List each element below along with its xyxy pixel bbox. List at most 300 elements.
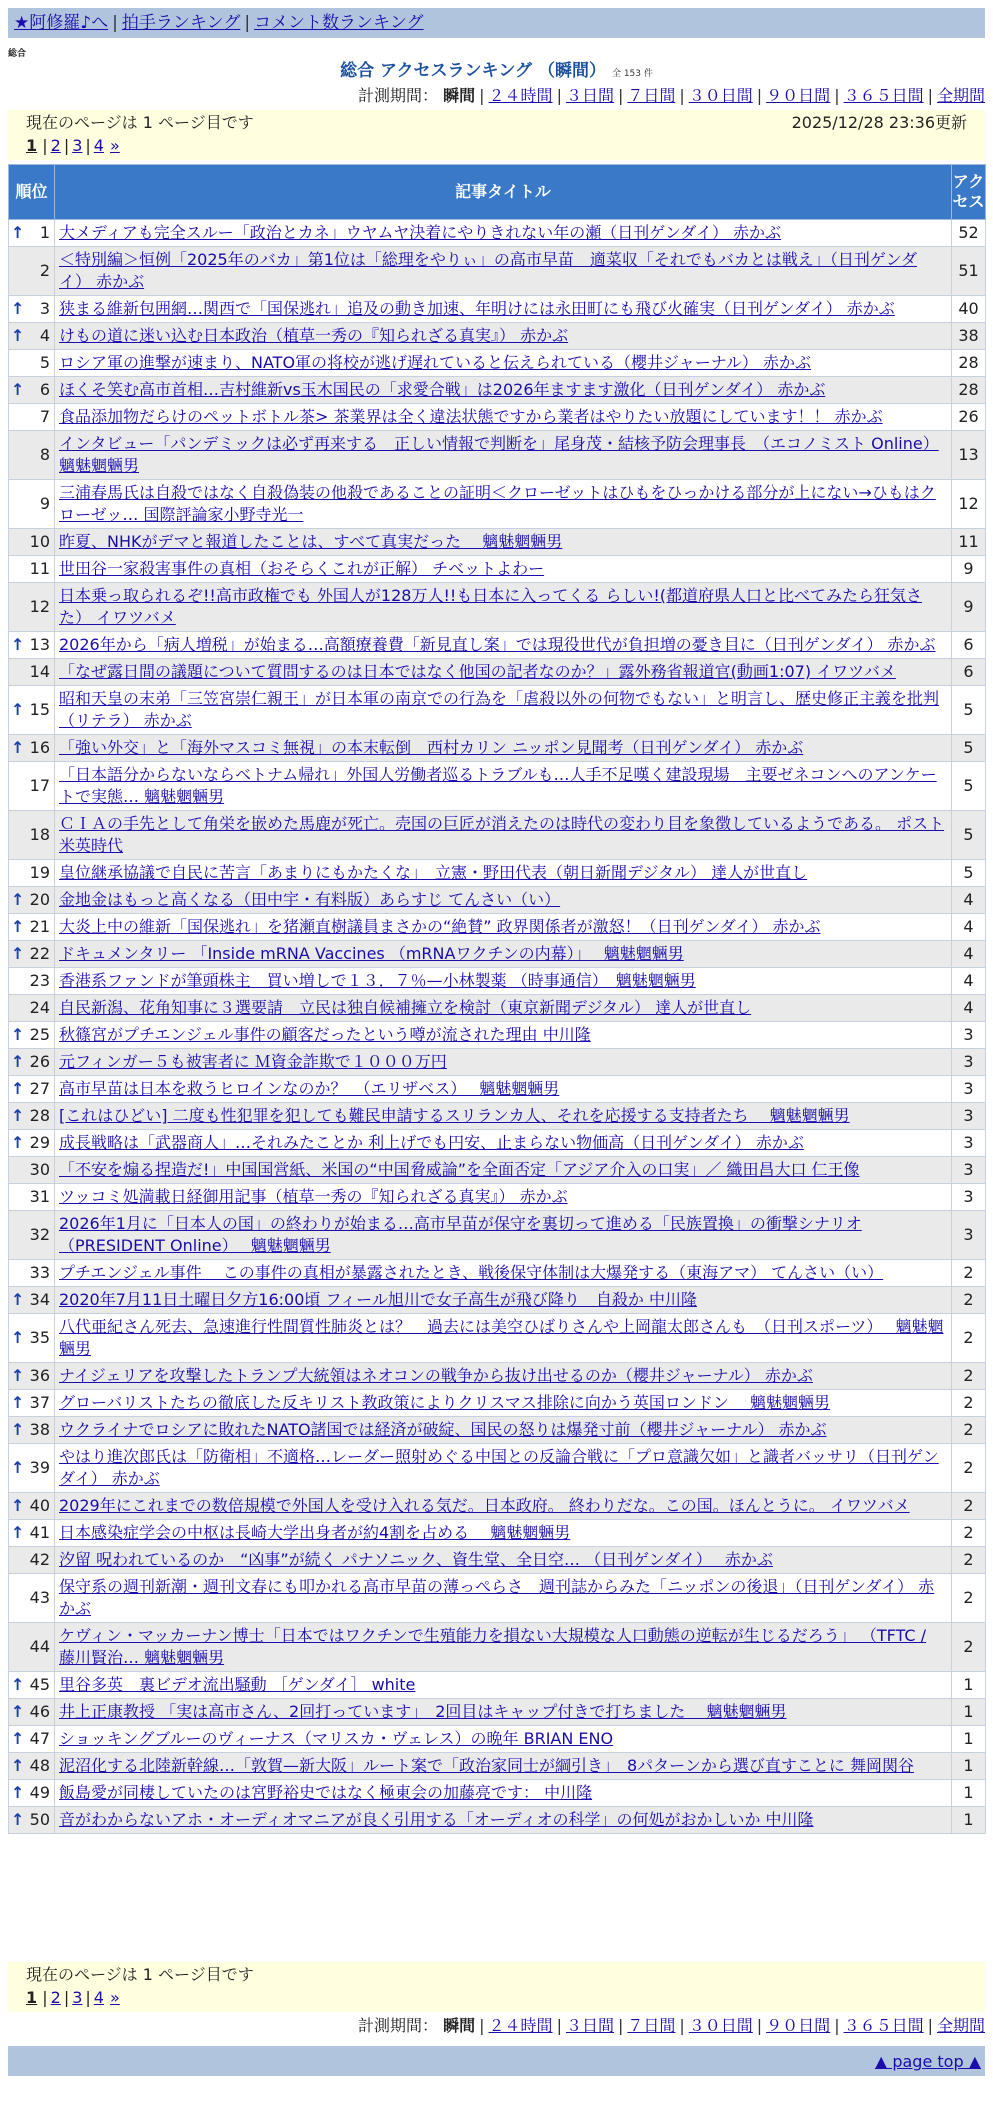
total-count: 全 153 件 bbox=[611, 69, 653, 79]
rank-up-arrow-icon: ↑ bbox=[11, 1133, 25, 1152]
rank-up-arrow-icon: ↑ bbox=[11, 1523, 25, 1542]
table-row bbox=[9, 941, 986, 968]
access-count: 5 bbox=[952, 762, 986, 811]
rank-number: 3 bbox=[39, 299, 50, 318]
access-count: 40 bbox=[952, 296, 986, 323]
table-row bbox=[9, 1130, 986, 1157]
next-page[interactable]: » bbox=[109, 1988, 120, 2007]
table-row bbox=[9, 1260, 986, 1287]
article-link[interactable]: 日本乗っ取られるぞ!!高市政権でも 外国人が128万人!!も日本に入ってくる らしい!(都道府県人口と比べてみたら狂気さた） イワツバメ bbox=[59, 586, 923, 627]
period-current: 瞬間 bbox=[443, 86, 476, 105]
article-link[interactable]: けもの道に迷い込む日本政治（植草一秀の『知られざる真実』） 赤かぶ bbox=[59, 326, 569, 345]
article-link[interactable]: 元フィンガー５も被害者に Ｍ資金詐欺で１０００万円 bbox=[59, 1052, 447, 1071]
nav-separator: | bbox=[244, 13, 251, 33]
table-row bbox=[9, 529, 986, 556]
rank-cell bbox=[9, 1807, 55, 1834]
article-link[interactable]: 皇位継承協議で自民に苦言「あまりにもかたくな」 立憲・野田代表（朝日新聞デジタル） 達人が世直し bbox=[59, 863, 808, 882]
rank-number: 28 bbox=[29, 1106, 50, 1125]
top-nav-bar bbox=[8, 8, 985, 38]
article-link[interactable]: ケヴィン・マッカーナン博士「日本ではワクチンで生殖能力を損ない大規模な人口動態の逆転が生じるだろう」 （TFTC / 藤川賢治… 魑魅魍魎男 bbox=[59, 1626, 927, 1667]
table-row bbox=[9, 323, 986, 350]
access-count: 1 bbox=[952, 1780, 986, 1807]
rank-cell bbox=[9, 1672, 55, 1699]
page-3[interactable]: 3 bbox=[72, 1988, 83, 2007]
article-link[interactable]: 2026年から「病人増税」が始まる…高額療養費「新見直し案」では現役世代が負担増の憂き目に（日刊ゲンダイ） 赤かぶ bbox=[59, 635, 936, 654]
access-count: 26 bbox=[952, 404, 986, 431]
period-90d[interactable]: ９０日間 bbox=[766, 2016, 831, 2035]
rank-number: 44 bbox=[29, 1637, 50, 1656]
rank-up-arrow-icon: ↑ bbox=[11, 1729, 25, 1748]
rank-cell bbox=[9, 1726, 55, 1753]
next-page[interactable]: » bbox=[109, 136, 120, 155]
access-count: 2 bbox=[952, 1444, 986, 1493]
page-2[interactable]: 2 bbox=[50, 136, 61, 155]
page-title-block bbox=[0, 60, 993, 85]
access-count: 1 bbox=[952, 1726, 986, 1753]
access-header: アクセス bbox=[952, 165, 986, 220]
rank-cell bbox=[9, 1363, 55, 1390]
article-link[interactable]: 昨夏、NHKがデマと報道したことは、すべて真実だった 魑魅魍魎男 bbox=[59, 532, 563, 551]
access-count: 4 bbox=[952, 914, 986, 941]
rank-number: 6 bbox=[39, 380, 50, 399]
category-label: 総合 bbox=[8, 49, 27, 59]
rank-cell bbox=[9, 350, 55, 377]
article-link[interactable]: 自民新潟、花角知事に３選要請 立民は独自候補擁立を検討（東京新聞デジタル） 達人が世直し bbox=[59, 998, 752, 1017]
title-cell bbox=[55, 632, 952, 659]
table-row bbox=[9, 762, 986, 811]
article-link[interactable]: ＜特別編＞恒例「2025年のバカ」第1位は「総理をやりぃ」の高市早苗 適菜収「それでもバカとは戦え」（日刊ゲンダイ） 赤かぶ bbox=[59, 250, 917, 291]
title-cell bbox=[55, 377, 952, 404]
rank-number: 31 bbox=[29, 1187, 50, 1206]
nav-separator: | bbox=[112, 13, 118, 33]
rank-number: 5 bbox=[39, 353, 50, 372]
article-link[interactable]: 大炎上中の維新「国保逃れ」を猪瀬直樹議員まさかの“絶賛” 政界関係者が激怒！（日刊ゲンダイ） 赤かぶ bbox=[59, 917, 821, 936]
access-count: 5 bbox=[952, 811, 986, 860]
title-cell bbox=[55, 1157, 952, 1184]
rank-cell bbox=[9, 1130, 55, 1157]
access-count: 2 bbox=[952, 1623, 986, 1672]
access-count: 2 bbox=[952, 1493, 986, 1520]
pager-top bbox=[8, 110, 985, 160]
rank-number: 10 bbox=[29, 532, 50, 551]
article-link[interactable]: ツッコミ処満載日経御用記事（植草一秀の『知られざる真実』） 赤かぶ bbox=[59, 1187, 568, 1206]
table-row bbox=[9, 968, 986, 995]
rank-number: 22 bbox=[29, 944, 50, 963]
table-row bbox=[9, 1520, 986, 1547]
period-24h[interactable]: ２４時間 bbox=[488, 86, 553, 105]
title-cell bbox=[55, 860, 952, 887]
title-cell bbox=[55, 1103, 952, 1130]
table-row bbox=[9, 1493, 986, 1520]
table-row bbox=[9, 1022, 986, 1049]
article-link[interactable]: 香港系ファンドが筆頭株主 買い増しで１３．７％—小林製薬 （時事通信） 魑魅魍魎男 bbox=[59, 971, 696, 990]
rank-cell bbox=[9, 659, 55, 686]
access-count: 28 bbox=[952, 377, 986, 404]
title-cell bbox=[55, 1314, 952, 1363]
table-row bbox=[9, 1807, 986, 1834]
title-cell bbox=[55, 323, 952, 350]
table-row bbox=[9, 1184, 986, 1211]
rank-number: 11 bbox=[29, 559, 50, 578]
period-all[interactable]: 全期間 bbox=[936, 2016, 985, 2035]
title-cell bbox=[55, 247, 952, 296]
article-link[interactable]: 音がわからないアホ・オーディオマニアが良く引用する「オーディオの科学」の何処がおかしいか 中川隆 bbox=[59, 1810, 814, 1829]
article-link[interactable]: 金地金はもっと高くなる（田中宇・有料版）あらすじ てんさい（い） bbox=[59, 890, 561, 909]
rank-cell bbox=[9, 1314, 55, 1363]
rank-cell bbox=[9, 1049, 55, 1076]
article-link[interactable]: [これはひどい] 二度も性犯罪を犯しても難民申請するスリランカ人、それを応援する支持者たち 魑魅魍魎男 bbox=[59, 1106, 850, 1125]
table-row bbox=[9, 735, 986, 762]
rank-up-arrow-icon: ↑ bbox=[11, 1702, 25, 1721]
rank-number: 33 bbox=[29, 1263, 50, 1282]
table-row bbox=[9, 350, 986, 377]
period-90d[interactable]: ９０日間 bbox=[766, 86, 831, 105]
article-link[interactable]: 泥沼化する北陸新幹線…「敦賀—新大阪」ルート案で「政治家同士が綱引き」 8パターンから選び直すことに 舞岡関谷 bbox=[59, 1756, 914, 1775]
article-link[interactable]: ドキュメンタリー 「Inside mRNA Vaccines （mRNAワクチンの内幕）」 魑魅魍魎男 bbox=[59, 944, 684, 963]
article-link[interactable]: 高市早苗は日本を救うヒロインなのか？ （エリザベス） 魑魅魍魎男 bbox=[59, 1079, 560, 1098]
article-link[interactable]: 「強い外交」と「海外マスコミ無視」の本末転倒 西村カリン ニッポン見聞考（日刊ゲンダイ） 赤かぶ bbox=[59, 738, 804, 757]
access-count: 2 bbox=[952, 1520, 986, 1547]
rank-number: 15 bbox=[29, 700, 50, 719]
title-cell bbox=[55, 968, 952, 995]
rank-up-arrow-icon: ↑ bbox=[11, 1106, 25, 1125]
table-row bbox=[9, 632, 986, 659]
home-link[interactable]: ★阿修羅♪へ bbox=[14, 13, 109, 33]
title-cell bbox=[55, 1130, 952, 1157]
access-count: 4 bbox=[952, 941, 986, 968]
rank-up-arrow-icon: ↑ bbox=[11, 1025, 25, 1044]
period-all[interactable]: 全期間 bbox=[936, 86, 985, 105]
title-cell bbox=[55, 350, 952, 377]
table-row bbox=[9, 1672, 986, 1699]
rank-number: 34 bbox=[29, 1290, 50, 1309]
period-selector-top: 計測期間： 瞬間 | ２４時間 | ３日間 | ７日間 | ３０日間 | ９０日間 | ３６５日間 | 全期間 bbox=[358, 86, 985, 105]
page-1: 1 bbox=[26, 136, 38, 155]
rank-cell bbox=[9, 1022, 55, 1049]
rank-number: 21 bbox=[29, 917, 50, 936]
rank-header: 順位 bbox=[9, 165, 55, 220]
access-count: 1 bbox=[952, 1807, 986, 1834]
rank-cell bbox=[9, 1574, 55, 1623]
rank-number: 1 bbox=[39, 223, 50, 242]
rank-cell bbox=[9, 887, 55, 914]
page-title: 総合 アクセスランキング （瞬間） bbox=[340, 61, 606, 81]
footer-bar bbox=[8, 2046, 985, 2076]
article-link[interactable]: 2026年1月に「日本人の国」の終わりが始まる…高市早苗が保守を裏切って進める「民族置換」の衝撃シナリオ （PRESIDENT Online） 魑魅魍魎男 bbox=[59, 1214, 862, 1255]
rank-number: 20 bbox=[29, 890, 50, 909]
rank-number: 32 bbox=[29, 1225, 50, 1244]
page-2[interactable]: 2 bbox=[50, 1988, 61, 2007]
rank-number: 47 bbox=[29, 1729, 50, 1748]
access-count: 1 bbox=[952, 1699, 986, 1726]
table-row bbox=[9, 247, 986, 296]
page-4[interactable]: 4 bbox=[93, 136, 104, 155]
rank-cell bbox=[9, 583, 55, 632]
access-count: 3 bbox=[952, 1130, 986, 1157]
title-cell bbox=[55, 995, 952, 1022]
table-row bbox=[9, 1314, 986, 1363]
access-count: 2 bbox=[952, 1547, 986, 1574]
rank-number: 29 bbox=[29, 1133, 50, 1152]
rank-cell bbox=[9, 377, 55, 404]
period-24h[interactable]: ２４時間 bbox=[488, 2016, 553, 2035]
rank-up-arrow-icon: ↑ bbox=[11, 635, 25, 654]
access-count: 13 bbox=[952, 431, 986, 480]
article-link[interactable]: 飯島愛が同棲していたのは宮野裕史ではなく極東会の加藤亮です： 中川隆 bbox=[59, 1783, 593, 1802]
rank-up-arrow-icon: ↑ bbox=[11, 917, 25, 936]
rank-up-arrow-icon: ↑ bbox=[11, 1783, 25, 1802]
title-cell bbox=[55, 914, 952, 941]
rank-number: 35 bbox=[29, 1328, 50, 1347]
table-row bbox=[9, 1103, 986, 1130]
rank-up-arrow-icon: ↑ bbox=[11, 223, 25, 242]
rank-up-arrow-icon: ↑ bbox=[11, 944, 25, 963]
rank-cell bbox=[9, 1547, 55, 1574]
table-row bbox=[9, 1211, 986, 1260]
access-count: 11 bbox=[952, 529, 986, 556]
period-7d[interactable]: ７日間 bbox=[627, 86, 676, 105]
article-link[interactable]: 「不安を煽る捏造だ!」中国国営紙、米国の“中国脅威論”を全面否定「アジア介入の口実」／ 織田昌大口 仁王像 bbox=[59, 1160, 860, 1179]
access-count: 2 bbox=[952, 1260, 986, 1287]
article-link[interactable]: グローバリストたちの徹底した反キリスト教政策によりクリスマス排除に向かう英国ロンドン 魑魅魍魎男 bbox=[59, 1393, 831, 1412]
title-cell bbox=[55, 659, 952, 686]
title-cell bbox=[55, 1726, 952, 1753]
access-count: 51 bbox=[952, 247, 986, 296]
rank-number: 2 bbox=[39, 261, 50, 280]
table-row bbox=[9, 995, 986, 1022]
rank-number: 17 bbox=[29, 776, 50, 795]
rank-up-arrow-icon: ↑ bbox=[11, 1393, 25, 1412]
table-row bbox=[9, 1287, 986, 1314]
title-cell bbox=[55, 941, 952, 968]
access-count: 3 bbox=[952, 1103, 986, 1130]
period-365d[interactable]: ３６５日間 bbox=[843, 86, 924, 105]
title-cell bbox=[55, 1780, 952, 1807]
table-row bbox=[9, 887, 986, 914]
rank-up-arrow-icon: ↑ bbox=[11, 1328, 25, 1347]
period-3d[interactable]: ３日間 bbox=[565, 2016, 614, 2035]
title-cell bbox=[55, 1076, 952, 1103]
rank-up-arrow-icon: ↑ bbox=[11, 1810, 25, 1829]
rank-cell bbox=[9, 995, 55, 1022]
rank-number: 42 bbox=[29, 1550, 50, 1569]
rank-up-arrow-icon: ↑ bbox=[11, 1290, 25, 1309]
article-link[interactable]: 狭まる維新包囲網…関西で「国保逃れ」追及の動き加速、年明けには永田町にも飛び火確実（日刊ゲンダイ） 赤かぶ bbox=[59, 299, 895, 318]
rank-cell bbox=[9, 686, 55, 735]
access-count: 3 bbox=[952, 1049, 986, 1076]
title-cell bbox=[55, 686, 952, 735]
access-count: 1 bbox=[952, 1753, 986, 1780]
article-link[interactable]: 汐留 呪われているのか “凶事”が続く パナソニック、資生堂、全日空… （日刊ゲンダイ） 赤かぶ bbox=[59, 1550, 773, 1569]
page-4[interactable]: 4 bbox=[93, 1988, 104, 2007]
access-count: 6 bbox=[952, 659, 986, 686]
period-30d[interactable]: ３０日間 bbox=[688, 86, 753, 105]
title-cell bbox=[55, 1417, 952, 1444]
rank-cell bbox=[9, 914, 55, 941]
access-count: 4 bbox=[952, 887, 986, 914]
rank-up-arrow-icon: ↑ bbox=[11, 1052, 25, 1071]
rank-number: 37 bbox=[29, 1393, 50, 1412]
rank-cell bbox=[9, 1103, 55, 1130]
title-cell bbox=[55, 583, 952, 632]
rank-number: 19 bbox=[29, 863, 50, 882]
rank-up-arrow-icon: ↑ bbox=[11, 738, 25, 757]
page-top-link[interactable]: ▲ page top ▲ bbox=[874, 2052, 981, 2071]
article-link[interactable]: 里谷多英 裏ビデオ流出騒動 ［ゲンダイ］ white bbox=[59, 1675, 416, 1694]
article-link[interactable]: ナイジェリアを攻撃したトランプ大統領はネオコンの戦争から抜け出せるのか（櫻井ジャーナル） 赤かぶ bbox=[59, 1366, 813, 1385]
rank-cell bbox=[9, 1699, 55, 1726]
rank-cell bbox=[9, 1753, 55, 1780]
article-link[interactable]: ほくそ笑む高市首相…吉村維新vs玉木国民の「求愛合戦」は2026年ますます激化（日刊ゲンダイ） 赤かぶ bbox=[59, 380, 826, 399]
article-link[interactable]: 大メディアも完全スルー「政治とカネ」ウヤムヤ決着にやりきれない年の瀬（日刊ゲンダイ） 赤かぶ bbox=[59, 223, 782, 242]
title-header: 記事タイトル bbox=[55, 165, 952, 220]
page-1: 1 bbox=[26, 1988, 38, 2007]
article-link[interactable]: 昭和天皇の末弟「三笠宮崇仁親王」が日本軍の南京での行為を「虐殺以外の何物でもない」と明言し、歴史修正主義を批判（リテラ） 赤かぶ bbox=[59, 689, 940, 730]
article-link[interactable]: 秋篠宮がプチエンジェル事件の顧客だったという噂が流された理由 中川隆 bbox=[59, 1025, 591, 1044]
article-link[interactable]: 食品添加物だらけのペットボトル茶> 茶業界は全く違法状態ですから業者はやりたい放題にしています！！ 赤かぶ bbox=[59, 407, 883, 426]
article-link[interactable]: ショッキングブルーのヴィーナス（マリスカ・ヴェレス）の晩年 BRIAN ENO bbox=[59, 1729, 614, 1748]
title-cell bbox=[55, 1623, 952, 1672]
title-cell bbox=[55, 1493, 952, 1520]
access-count: 9 bbox=[952, 583, 986, 632]
article-link[interactable]: ウクライナでロシアに敗れたNATO諸国では経済が破綻、国民の怒りは爆発寸前（櫻井ジャーナル） 赤かぶ bbox=[59, 1420, 827, 1439]
article-link[interactable]: 保守系の週刊新潮・週刊文春にも叩かれる高市早苗の薄っぺらさ 週刊誌からみた「ニッポンの後退」（日刊ゲンダイ） 赤かぶ bbox=[59, 1577, 935, 1618]
title-cell bbox=[55, 1753, 952, 1780]
title-cell bbox=[55, 1699, 952, 1726]
article-link[interactable]: ロシア軍の進撃が速まり、NATO軍の将校が逃げ遅れていると伝えられている（櫻井ジャーナル） 赤かぶ bbox=[59, 353, 812, 372]
table-row bbox=[9, 1444, 986, 1493]
table-row bbox=[9, 860, 986, 887]
rank-number: 48 bbox=[29, 1756, 50, 1775]
article-link[interactable]: やはり進次郎氏は「防衛相」不適格…レーダー照射めぐる中国との反論合戦に「プロ意識欠如」と識者バッサリ（日刊ゲンダイ） 赤かぶ bbox=[59, 1447, 939, 1488]
access-count: 2 bbox=[952, 1363, 986, 1390]
rank-cell bbox=[9, 323, 55, 350]
title-cell bbox=[55, 1022, 952, 1049]
period-365d[interactable]: ３６５日間 bbox=[843, 2016, 924, 2035]
article-link[interactable]: 八代亜紀さん死去、急速進行性間質性肺炎とは？ 過去には美空ひばりさんや上岡龍太郎さんも （日刊スポーツ） 魑魅魍魎男 bbox=[59, 1317, 944, 1358]
table-row bbox=[9, 1547, 986, 1574]
access-count: 3 bbox=[952, 1022, 986, 1049]
table-row bbox=[9, 296, 986, 323]
rank-up-arrow-icon: ↑ bbox=[11, 700, 25, 719]
article-link[interactable]: インタビュー「パンデミックは必ず再来する 正しい情報で判断を」尾身茂・結核予防会理事長 （エコノミスト Online） 魑魅魍魎男 bbox=[59, 434, 939, 475]
comment-ranking-link[interactable]: コメント数ランキング bbox=[254, 13, 424, 33]
title-cell bbox=[55, 887, 952, 914]
access-count: 2 bbox=[952, 1574, 986, 1623]
article-link[interactable]: 「日本語分からないならベトナム帰れ」外国人労働者巡るトラブルも…人手不足嘆く建設現場 主要ゼネコンへのアンケートで実態… 魑魅魍魎男 bbox=[59, 765, 937, 806]
rank-cell bbox=[9, 1623, 55, 1672]
access-count: 3 bbox=[952, 1211, 986, 1260]
table-row bbox=[9, 1049, 986, 1076]
rank-number: 36 bbox=[29, 1366, 50, 1385]
article-link[interactable]: ＣＩＡの手先として角栄を嵌めた馬鹿が死亡。売国の巨匠が消えたのは時代の変わり目を象徴しているようである。 ポスト米英時代 bbox=[59, 814, 945, 855]
page-links: 1 | 2 | 3 | 4 » bbox=[26, 1988, 120, 2007]
article-link[interactable]: 2020年7月11日土曜日夕方16:00頃 フィール旭川で女子高生が飛び降り 自殺か 中川隆 bbox=[59, 1290, 697, 1309]
table-row bbox=[9, 377, 986, 404]
table-row bbox=[9, 659, 986, 686]
table-row bbox=[9, 1363, 986, 1390]
table-row bbox=[9, 1726, 986, 1753]
rank-number: 27 bbox=[29, 1079, 50, 1098]
article-link[interactable]: 井上正康教授 「実は高市さん、2回打っています」 2回目はキャップ付きで打ちました 魑魅魍魎男 bbox=[59, 1702, 787, 1721]
rank-cell bbox=[9, 860, 55, 887]
rank-number: 41 bbox=[29, 1523, 50, 1542]
rank-number: 14 bbox=[29, 662, 50, 681]
rank-cell bbox=[9, 220, 55, 247]
article-link[interactable]: 「なぜ露日間の議題について質問するのは日本ではなく他国の記者なのか？」露外務省報道官(動画1:07) イワツバメ bbox=[59, 662, 896, 681]
title-cell bbox=[55, 1547, 952, 1574]
table-row bbox=[9, 583, 986, 632]
rank-cell bbox=[9, 632, 55, 659]
period-current: 瞬間 bbox=[443, 2016, 476, 2035]
title-cell bbox=[55, 556, 952, 583]
article-link[interactable]: 三浦春馬氏は自殺ではなく自殺偽装の他殺であることの証明＜クローゼットはひもをひっかける部分が上にない→ひもはクローゼッ… 国際評論家小野寺光一 bbox=[59, 483, 936, 524]
rank-number: 9 bbox=[39, 494, 50, 513]
rank-number: 46 bbox=[29, 1702, 50, 1721]
rank-cell bbox=[9, 1780, 55, 1807]
article-link[interactable]: 世田谷一家殺害事件の真相（おそらくこれが正解） チベットよわー bbox=[59, 559, 545, 578]
access-count: 6 bbox=[952, 632, 986, 659]
rank-cell bbox=[9, 941, 55, 968]
article-link[interactable]: プチエンジェル事件 この事件の真相が暴露されたとき、戦後保守体制は大爆発する（東海アマ） てんさい（い） bbox=[59, 1263, 884, 1282]
access-count: 3 bbox=[952, 1184, 986, 1211]
rank-cell bbox=[9, 1211, 55, 1260]
access-count: 5 bbox=[952, 860, 986, 887]
title-cell bbox=[55, 811, 952, 860]
table-row bbox=[9, 1780, 986, 1807]
access-count: 4 bbox=[952, 968, 986, 995]
rank-number: 49 bbox=[29, 1783, 50, 1802]
rank-cell bbox=[9, 1260, 55, 1287]
rank-number: 7 bbox=[39, 407, 50, 426]
period-3d[interactable]: ３日間 bbox=[565, 86, 614, 105]
access-count: 3 bbox=[952, 1157, 986, 1184]
pager-bottom bbox=[8, 1962, 985, 2012]
table-row bbox=[9, 811, 986, 860]
rank-number: 45 bbox=[29, 1675, 50, 1694]
access-count: 5 bbox=[952, 735, 986, 762]
rank-number: 16 bbox=[29, 738, 50, 757]
rank-up-arrow-icon: ↑ bbox=[11, 1756, 25, 1775]
table-row bbox=[9, 431, 986, 480]
rank-up-arrow-icon: ↑ bbox=[11, 1458, 25, 1477]
title-cell bbox=[55, 762, 952, 811]
page-3[interactable]: 3 bbox=[72, 136, 83, 155]
rank-up-arrow-icon: ↑ bbox=[11, 1079, 25, 1098]
access-count: 2 bbox=[952, 1417, 986, 1444]
period-7d[interactable]: ７日間 bbox=[627, 2016, 676, 2035]
ranking-table bbox=[8, 164, 986, 1834]
rank-cell bbox=[9, 296, 55, 323]
period-30d[interactable]: ３０日間 bbox=[688, 2016, 753, 2035]
title-cell bbox=[55, 404, 952, 431]
rank-number: 50 bbox=[29, 1810, 50, 1829]
article-link[interactable]: 2029年にこれまでの数倍規模で外国人を受け入れる気だ。日本政府。 終わりだな。この国。ほんとうに。 イワツバメ bbox=[59, 1496, 910, 1515]
applause-ranking-link[interactable]: 拍手ランキング bbox=[121, 13, 241, 33]
rank-number: 4 bbox=[39, 326, 50, 345]
rank-cell bbox=[9, 1444, 55, 1493]
rank-cell bbox=[9, 480, 55, 529]
current-page-text: 現在のページは 1 ページ目です bbox=[26, 113, 254, 132]
table-row bbox=[9, 1417, 986, 1444]
title-cell bbox=[55, 431, 952, 480]
article-link[interactable]: 日本感染症学会の中枢は長崎大学出身者が約4割を占める 魑魅魍魎男 bbox=[59, 1523, 571, 1542]
article-link[interactable]: 成長戦略は「武器商人」…それみたことか 利上げでも円安、止まらない物価高（日刊ゲンダイ） 赤かぶ bbox=[59, 1133, 804, 1152]
title-cell bbox=[55, 1444, 952, 1493]
rank-cell bbox=[9, 556, 55, 583]
table-row bbox=[9, 1623, 986, 1672]
title-cell bbox=[55, 296, 952, 323]
